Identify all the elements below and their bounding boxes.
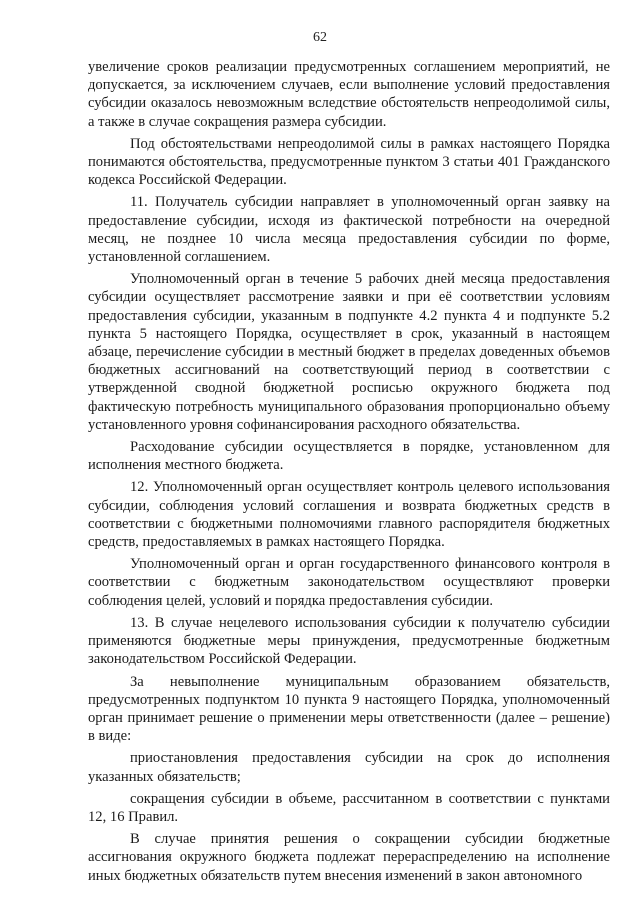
- document-body: [88, 58, 610, 885]
- paragraph-11: 11. Получатель субсидии направляет в уполномоченный орган заявку на предоставление субсидии, исходя из фактической потребности на очередной месяц, не позднее 10 числа месяца предоставления субсидии по форме, установленной соглашением.: [88, 194, 610, 266]
- paragraph-review-transfer: Уполномоченный орган в течение 5 рабочих дней месяца предоставления субсидии осуществляет рассмотрение заявки и при её соответствии условиям предоставления субсидии, указанным в подпункте 4.2 пункта 4 и подпункте 5.2 пункта 5 настоящего Порядка, осуществляет в срок, указанный в настоящем абзаце, перечисление субсидии в местный бюджет в пределах доведенных объемов бюджетных ассигнований на соответствующий период в соответствии с утвержденной сводной бюджетной росписью окружного бюджета под фактическую потребность муниципального образования пропорционально объему установленного уровня софинансирования расходного обязательства.: [88, 271, 610, 433]
- paragraph-13: 13. В случае нецелевого использования субсидии к получателю субсидии применяются бюджетные меры принуждения, предусмотренные бюджетным законодательством Российской Федерации.: [88, 614, 610, 668]
- page-number: 62: [313, 30, 327, 45]
- paragraph-force-majeure: Под обстоятельствами непреодолимой силы в рамках настоящего Порядка понимаются обстоятельства, предусмотренные пунктом 3 статьи 401 Гражданского кодекса Российской Федерации.: [88, 135, 610, 189]
- paragraph-obligations: За невыполнение муниципальным образованием обязательств, предусмотренных подпунктом 10 пункта 9 настоящего Порядка, уполномоченный орган принимает решение о применении меры ответственности (далее – решение) в виде:: [88, 673, 610, 745]
- paragraph-spending: Расходование субсидии осуществляется в порядке, установленном для исполнения местного бюджета.: [88, 439, 610, 474]
- paragraph-12: 12. Уполномоченный орган осуществляет контроль целевого использования субсидии, соблюдения условий соглашения и возврата бюджетных средств в соответствии с бюджетными полномочиями главного распорядителя бюджетных средств, предоставляемых в рамках настоящего Порядка.: [88, 479, 610, 551]
- paragraph-reallocation: В случае принятия решения о сокращении субсидии бюджетные ассигнования окружного бюджета подлежат перераспределению на исполнение иных бюджетных обязательств путем внесения изменений в закон автономного: [88, 831, 610, 884]
- paragraph-reduction: сокращения субсидии в объеме, рассчитанном в соответствии с пунктами 12, 16 Правил.: [88, 790, 610, 825]
- paragraph-continuation: увеличение сроков реализации предусмотренных соглашением мероприятий, не допускается, за исключением случаев, если выполнение условий предоставления субсидии оказалось невозможным вследствие обстоятельств непреодолимой силы, а также в случае сокращения размера субсидии.: [88, 59, 610, 130]
- paragraph-audit: Уполномоченный орган и орган государственного финансового контроля в соответствии с бюджетным законодательством осуществляют проверки соблюдения целей, условий и порядка предоставления субсидии.: [88, 556, 610, 609]
- paragraph-suspension: приостановления предоставления субсидии на срок до исполнения указанных обязательств;: [88, 750, 610, 785]
